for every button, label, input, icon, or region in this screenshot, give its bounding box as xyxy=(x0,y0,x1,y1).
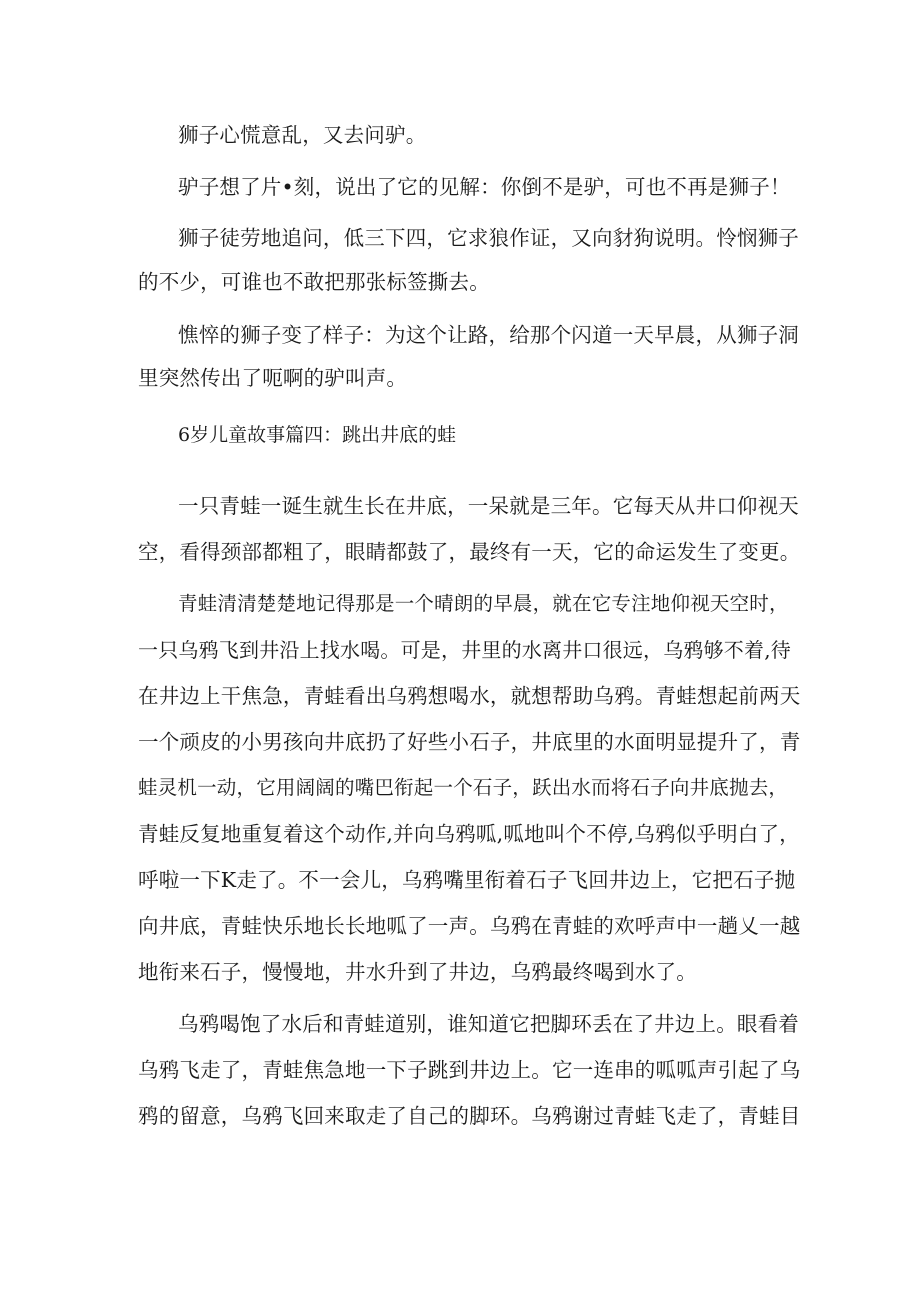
text-line: 向井底，青蛙快乐地长长地呱了一声。乌鸦在青蛙的欢呼声中一趟乂一越 xyxy=(138,914,801,938)
text-line: 在井边上干焦急，青蛙看出乌鸦想喝水，就想帮助乌鸦。青蛙想起前两天 xyxy=(138,684,801,708)
text-line: 地衔来石子，慢慢地，井水升到了井边，乌鸦最终喝到水了。 xyxy=(138,960,697,984)
text-line: 青蛙清清楚楚地记得那是一个晴朗的早晨，就在它专注地仰视天空时， xyxy=(178,592,789,615)
text-line: 乌鸦飞走了，青蛙焦急地一下子跳到井边上。它一连串的呱呱声引起了乌 xyxy=(138,1058,801,1082)
text-line: 一只青蛙一诞生就生长在井底，一呆就是三年。它每天从井口仰视天 xyxy=(178,494,799,518)
text-line: 狮子心慌意乱，又去问驴。 xyxy=(178,123,427,147)
text-line: 呼啦一下K走了。不一会儿，乌鸦嘴里衔着石子飞回井边上，它把石子抛 xyxy=(138,868,796,892)
text-line: 青蛙反复地重复着这个动作,并向乌鸦呱,呱地叫个不停,乌鸦似乎明白了， xyxy=(138,822,800,846)
text-line: 乌鸦喝饱了水后和青蛙道别，谁知道它把脚环丢在了井边上。眼看着 xyxy=(178,1012,799,1036)
text-line: 里突然传出了呃啊的驴叫声。 xyxy=(138,366,408,390)
text-line: 狮子徒劳地追问，低三下四，它求狼作证，又向豺狗说明。怜悯狮子 xyxy=(178,226,799,250)
text-line: 一只乌鸦飞到井沿上找水喝。可是，井里的水离井口很远，乌鸦够不着,待 xyxy=(138,638,791,662)
text-line: 蛙灵机一动，它用阔阔的嘴巴衔起一个石子，跃出水而将石子向井底抛去， xyxy=(138,776,789,799)
text-line: 驴子想了片•刻，说出了它的见解：你倒不是驴，可也不再是狮子！ xyxy=(178,175,791,199)
text-line: 的不少，可谁也不敢把那张标签撕去。 xyxy=(138,270,490,294)
text-line: 鸦的留意，乌鸦飞回来取走了自己的脚环。乌鸦谢过青蛙飞走了，青蛙目 xyxy=(138,1104,801,1128)
text-line: 空，看得颈部都粗了，眼睛都鼓了，最终有一天，它的命运发生了变更。 xyxy=(138,540,801,564)
text-line: 憔悴的狮子变了样子：为这个让路，给那个闪道一天早晨，从狮子洞 xyxy=(178,323,799,347)
text-line: 一个顽皮的小男孩向井底扔了好些小石子，井底里的水面明显提升了，青 xyxy=(138,730,801,754)
section-heading: 6岁儿童故事篇四：跳出井底的蛙 xyxy=(178,424,457,446)
